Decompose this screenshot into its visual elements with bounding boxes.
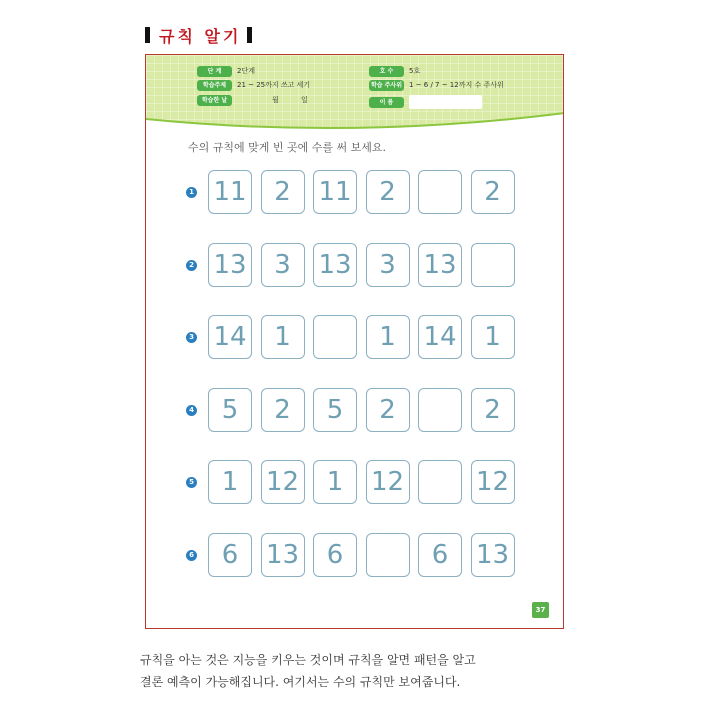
answer-cell: 13	[471, 533, 515, 577]
answer-cell: 12	[471, 460, 515, 504]
answer-cell: 14	[208, 315, 252, 359]
info-issue	[369, 65, 420, 77]
caption-line-2: 결론 예측이 가능해집니다. 여기서는 수의 규칙만 보여줍니다.	[140, 675, 461, 689]
answer-cell: 11	[208, 170, 252, 214]
answer-cell: 12	[366, 460, 410, 504]
problem-number-3: 3	[186, 332, 197, 343]
heading-bar-right	[247, 27, 252, 43]
answer-cell: 1	[313, 460, 357, 504]
heading-text: 규칙 알기	[159, 26, 242, 46]
info-date	[197, 94, 308, 106]
caption	[140, 649, 570, 693]
answer-cell: 1	[208, 460, 252, 504]
info-topic-value: 21 ~ 25까지 쓰고 세기	[237, 81, 311, 89]
problem-number-2: 2	[186, 260, 197, 271]
problem-row-2	[186, 241, 523, 289]
problem-row-5	[186, 458, 523, 506]
blank-answer-cell[interactable]	[366, 533, 410, 577]
answer-cell: 13	[418, 243, 462, 287]
answer-cell: 14	[418, 315, 462, 359]
answer-cell: 2	[261, 388, 305, 432]
blank-answer-cell[interactable]	[313, 315, 357, 359]
problem-row-3	[186, 313, 523, 361]
problem-number-1: 1	[186, 187, 197, 198]
answer-cell: 2	[261, 170, 305, 214]
info-issue-value: 5호	[409, 67, 421, 75]
answer-cell: 6	[208, 533, 252, 577]
info-dice-label: 학습 주사위	[370, 81, 403, 89]
answer-cell: 1	[366, 315, 410, 359]
answer-cell: 1	[471, 315, 515, 359]
answer-cell: 6	[313, 533, 357, 577]
info-name	[369, 94, 482, 110]
answer-cell: 1	[261, 315, 305, 359]
info-dice-value: 1 ~ 6 / 7 ~ 12까지 수 주사위	[409, 81, 504, 89]
problem-row-1	[186, 168, 523, 216]
instruction-text: 수의 규칙에 맞게 빈 곳에 수를 써 보세요.	[188, 141, 386, 154]
answer-cell: 13	[208, 243, 252, 287]
blank-answer-cell[interactable]	[418, 388, 462, 432]
answer-cell: 12	[261, 460, 305, 504]
answer-cell: 5	[313, 388, 357, 432]
name-field[interactable]	[409, 95, 482, 109]
info-level-value: 2단계	[237, 67, 255, 75]
answer-cell: 2	[366, 388, 410, 432]
answer-cell: 2	[471, 170, 515, 214]
section-heading	[145, 24, 252, 46]
info-topic	[197, 79, 310, 91]
answer-cell: 2	[366, 170, 410, 214]
answer-cell: 13	[261, 533, 305, 577]
blank-answer-cell[interactable]	[418, 460, 462, 504]
answer-cell: 5	[208, 388, 252, 432]
problem-number-4: 4	[186, 405, 197, 416]
problem-number-6: 6	[186, 550, 197, 561]
answer-cell: 3	[261, 243, 305, 287]
info-issue-label: 호 수	[369, 66, 404, 77]
answer-cell: 13	[313, 243, 357, 287]
answer-cell: 11	[313, 170, 357, 214]
answer-cell: 2	[471, 388, 515, 432]
info-date-value: 월 일	[272, 96, 308, 104]
answer-cell: 3	[366, 243, 410, 287]
info-level	[197, 65, 255, 77]
problem-row-4	[186, 386, 523, 434]
header-wave-decoration	[146, 107, 564, 137]
problem-number-5: 5	[186, 477, 197, 488]
problem-row-6	[186, 531, 523, 579]
worksheet	[145, 54, 564, 629]
info-level-label: 단 계	[197, 66, 232, 77]
blank-answer-cell[interactable]	[471, 243, 515, 287]
info-date-label: 학습한 날	[197, 95, 232, 106]
info-name-label: 이 름	[369, 97, 404, 108]
answer-cell: 6	[418, 533, 462, 577]
blank-answer-cell[interactable]	[418, 170, 462, 214]
caption-line-1: 규칙을 아는 것은 지능을 키우는 것이며 규칙을 알면 패턴을 알고	[140, 653, 476, 667]
info-topic-label: 학습주제	[197, 80, 232, 91]
heading-bar-left	[145, 27, 150, 43]
info-dice	[369, 79, 504, 91]
page-number: 37	[532, 602, 549, 618]
